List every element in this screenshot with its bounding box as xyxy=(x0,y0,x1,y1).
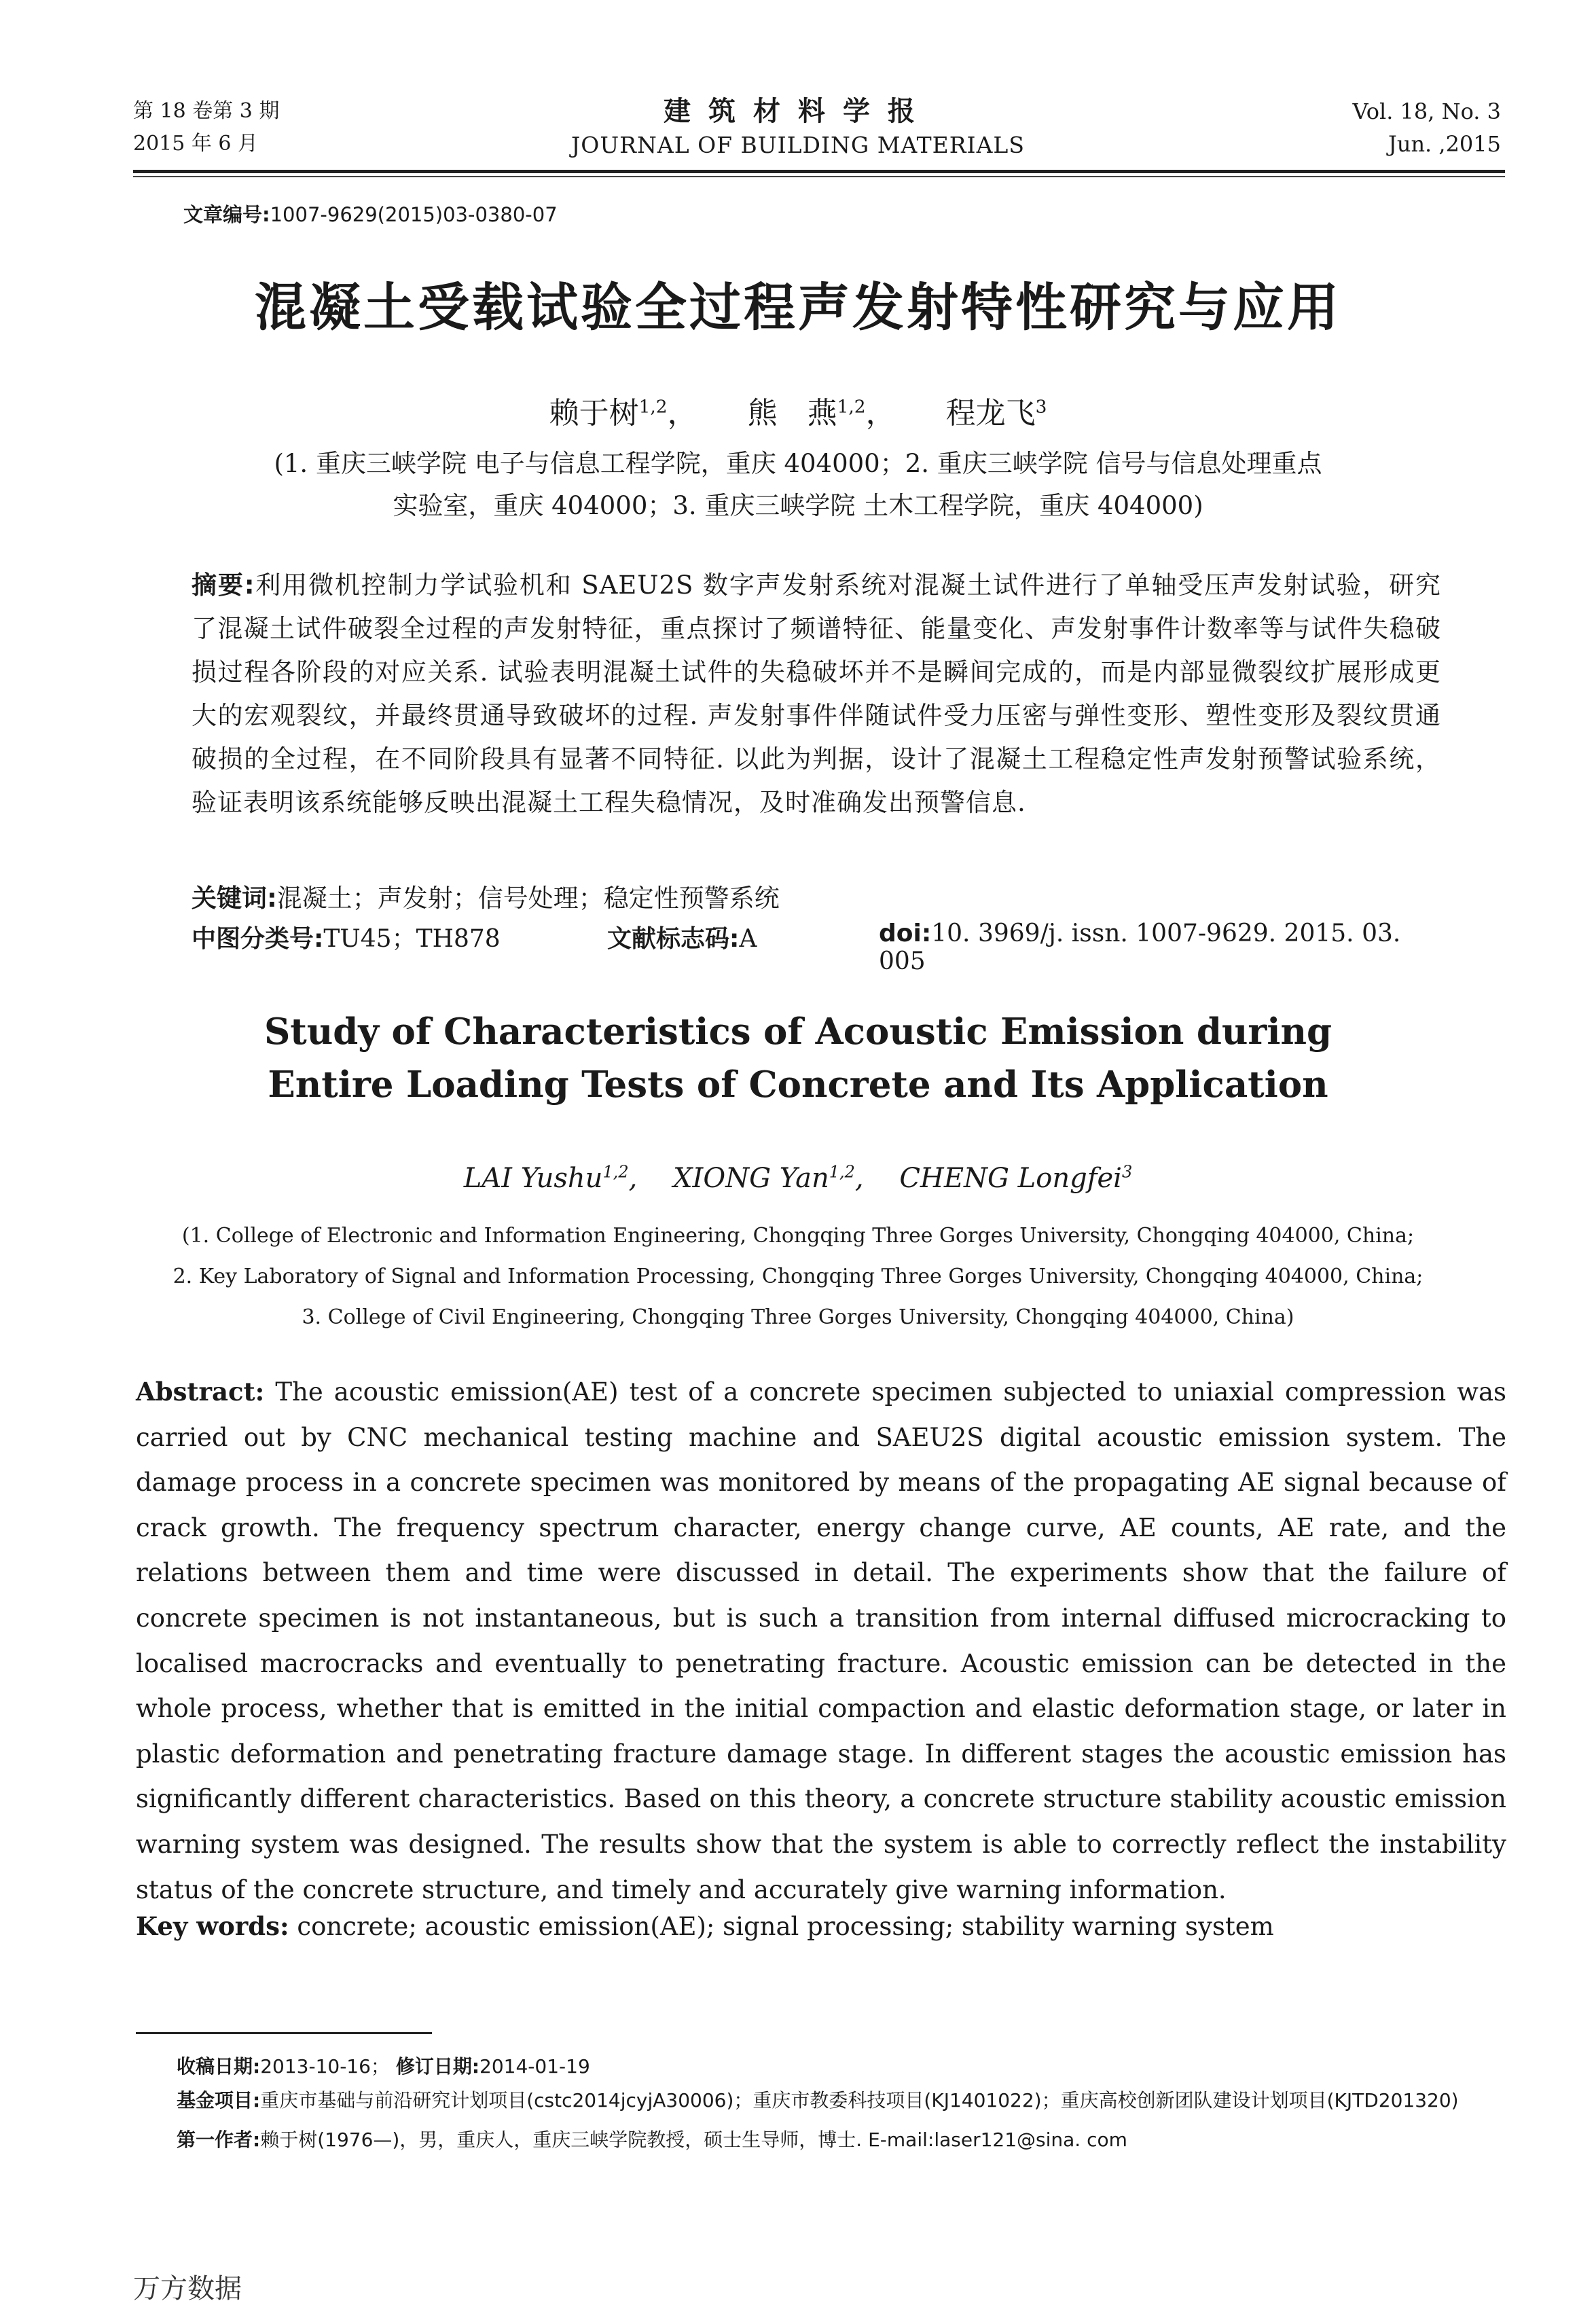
affiliations-cn xyxy=(0,443,1596,527)
keywords-en-text: concrete; acoustic emission(AE); signal processing; stability warning system xyxy=(297,1912,1274,1941)
abstract-cn xyxy=(192,564,1441,825)
header-rule-thick xyxy=(133,170,1505,173)
volume-date: Jun. ,2015 xyxy=(1388,131,1501,157)
author-en: XIONG Yan$^{1,2}$ xyxy=(673,1162,855,1194)
title-cn: 混凝土受载试验全过程声发射特性研究与应用 xyxy=(255,277,1341,338)
title-en xyxy=(0,1005,1596,1111)
footnote-funding: 基金项目:重庆市基础与前沿研究计划项目(cstc2014jcyjA30006)；重庆市教委科技项目(KJ1401022)；重庆高校创新团队建设计划项目(KJTD201320) xyxy=(177,2089,1459,2112)
header-rule-thin xyxy=(133,176,1505,177)
author-en: CHENG Longfei$^3$ xyxy=(899,1162,1133,1194)
footnotes xyxy=(136,2050,1508,2157)
author-cn: 熊 燕$^{1,2}$ xyxy=(747,396,866,431)
article-number xyxy=(183,200,558,228)
authors-en: LAI Yushu$^{1,2}$, XIONG Yan$^{1,2}$, CHENG Longfei$^3$ xyxy=(463,1162,1133,1194)
classification-row xyxy=(192,920,1441,975)
abstract-en-text: The acoustic emission(AE) test of a concrete specimen subjected to uniaxial compression was carried out by CNC mechanical testing machine and SAEU2S digital acoustic emission system. The damage process in a concrete specimen was monitored by means of the propagating AE signal because of crack growth. The frequency spectrum character, energy change curve, AE counts, AE rate, and the relations between them and time were discussed in detail. The experiments show that the failure of concrete specimen is not instantaneous, but is such a transition from internal diffused microcracking to localised macrocracks and eventually to penetrating fracture. Acoustic emission can be detected in the whole process, whether that is emitted in the initial compaction and elastic deformation stage, or later in plastic deformation and penetrating fracture damage stage. In different stages the acoustic emission has significantly different characteristics. Based on this theory, a concrete structure stability acoustic emission warning system was designed. The results show that the system is able to correctly reflect the instability status of the concrete structure, and timely and accurately give warning information. xyxy=(136,1377,1507,1904)
author-en: LAI Yushu$^{1,2}$ xyxy=(463,1162,629,1194)
issue-date: 2015 年 6 月 xyxy=(133,132,259,156)
article-number-label: 文章编号: xyxy=(183,203,270,226)
keywords-cn-text: 混凝土；声发射；信号处理；稳定性预警系统 xyxy=(276,884,780,913)
abstract-en-label: Abstract: xyxy=(136,1377,265,1407)
abstract-en xyxy=(136,1369,1506,1913)
volume-info-en xyxy=(1353,95,1501,160)
affiliation-cn-line: (1. 重庆三峡学院 电子与信息工程学院，重庆 404000；2. 重庆三峡学院 信号与信息处理重点 xyxy=(274,449,1322,478)
footnote-rule xyxy=(136,2032,432,2034)
journal-name-cn: 建筑材料学报 xyxy=(664,96,932,127)
author-cn: 程龙飞$^3$ xyxy=(945,396,1047,431)
affiliation-en-line: 2. Key Laboratory of Signal and Information Processing, Chongqing Three Gorges University, Chongqing 404000, China; xyxy=(173,1265,1423,1288)
doi: doi:10. 3969/j. issn. 1007-9629. 2015. 03. 005 xyxy=(879,920,1401,975)
document-code: 文献标志码:A xyxy=(607,925,757,953)
authors-cn: 赖于树$^{1,2}$， 熊 燕$^{1,2}$， 程龙飞$^3$ xyxy=(549,396,1047,431)
author-cn: 赖于树$^{1,2}$ xyxy=(549,396,668,431)
title-en-line: Entire Loading Tests of Concrete and Its Application xyxy=(268,1064,1328,1106)
title-en-line: Study of Characteristics of Acoustic Emission during xyxy=(264,1011,1332,1053)
footnote-author: 第一作者:赖于树(1976—)，男，重庆人，重庆三峡学院教授，硕士生导师，博士. E-mail:laser121@sina. com xyxy=(177,2129,1127,2151)
article-number-value: 1007-9629(2015)03-0380-07 xyxy=(270,203,558,226)
volume-number: Vol. 18, No. 3 xyxy=(1352,98,1501,124)
abstract-cn-text: 利用微机控制力学试验机和 SAEU2S 数字声发射系统对混凝土试件进行了单轴受压声发射试验，研究了混凝土试件破裂全过程的声发射特征，重点探讨了频谱特征、能量变化、声发射事件计数率等与试件失稳破损过程各阶段的对应关系. 试验表明混凝土试件的失稳破坏并不是瞬间完成的，而是内部显微裂纹扩展形成更大的宏观裂纹，并最终贯通导致破坏的过程. 声发射事件伴随试件受力压密与弹性变形、塑性变形及裂纹贯通破损的全过程，在不同阶段具有显著不同特征. 以此为判据，设计了混凝土工程稳定性声发射预警试验系统，验证表明该系统能够反映出混凝土工程失稳情况，及时准确发出预警信息. xyxy=(192,571,1442,817)
affiliation-cn-line: 实验室，重庆 404000；3. 重庆三峡学院 土木工程学院，重庆 404000) xyxy=(393,491,1203,520)
affiliation-en-line: 3. College of Civil Engineering, Chongqing Three Gorges University, Chongqing 404000, China) xyxy=(302,1305,1294,1329)
keywords-en xyxy=(136,1911,1274,1941)
abstract-cn-label: 摘要: xyxy=(192,571,255,600)
keywords-cn-label: 关键词: xyxy=(192,884,277,913)
journal-name-en: JOURNAL OF BUILDING MATERIALS xyxy=(571,132,1025,158)
issue-volume: 第 18 卷第 3 期 xyxy=(133,99,280,123)
affiliations-en xyxy=(0,1216,1596,1338)
footnote-dates: 收稿日期:2013-10-16； 修订日期:2014-01-19 xyxy=(177,2055,590,2078)
affiliation-en-line: (1. College of Electronic and Information Engineering, Chongqing Three Gorges University, Chongqing 404000, China; xyxy=(181,1224,1415,1248)
keywords-en-label: Key words: xyxy=(136,1911,289,1941)
clc-number: 中图分类号:TU45；TH878 xyxy=(192,925,501,953)
keywords-cn xyxy=(192,877,780,914)
database-watermark: 万方数据 xyxy=(133,2273,242,2304)
